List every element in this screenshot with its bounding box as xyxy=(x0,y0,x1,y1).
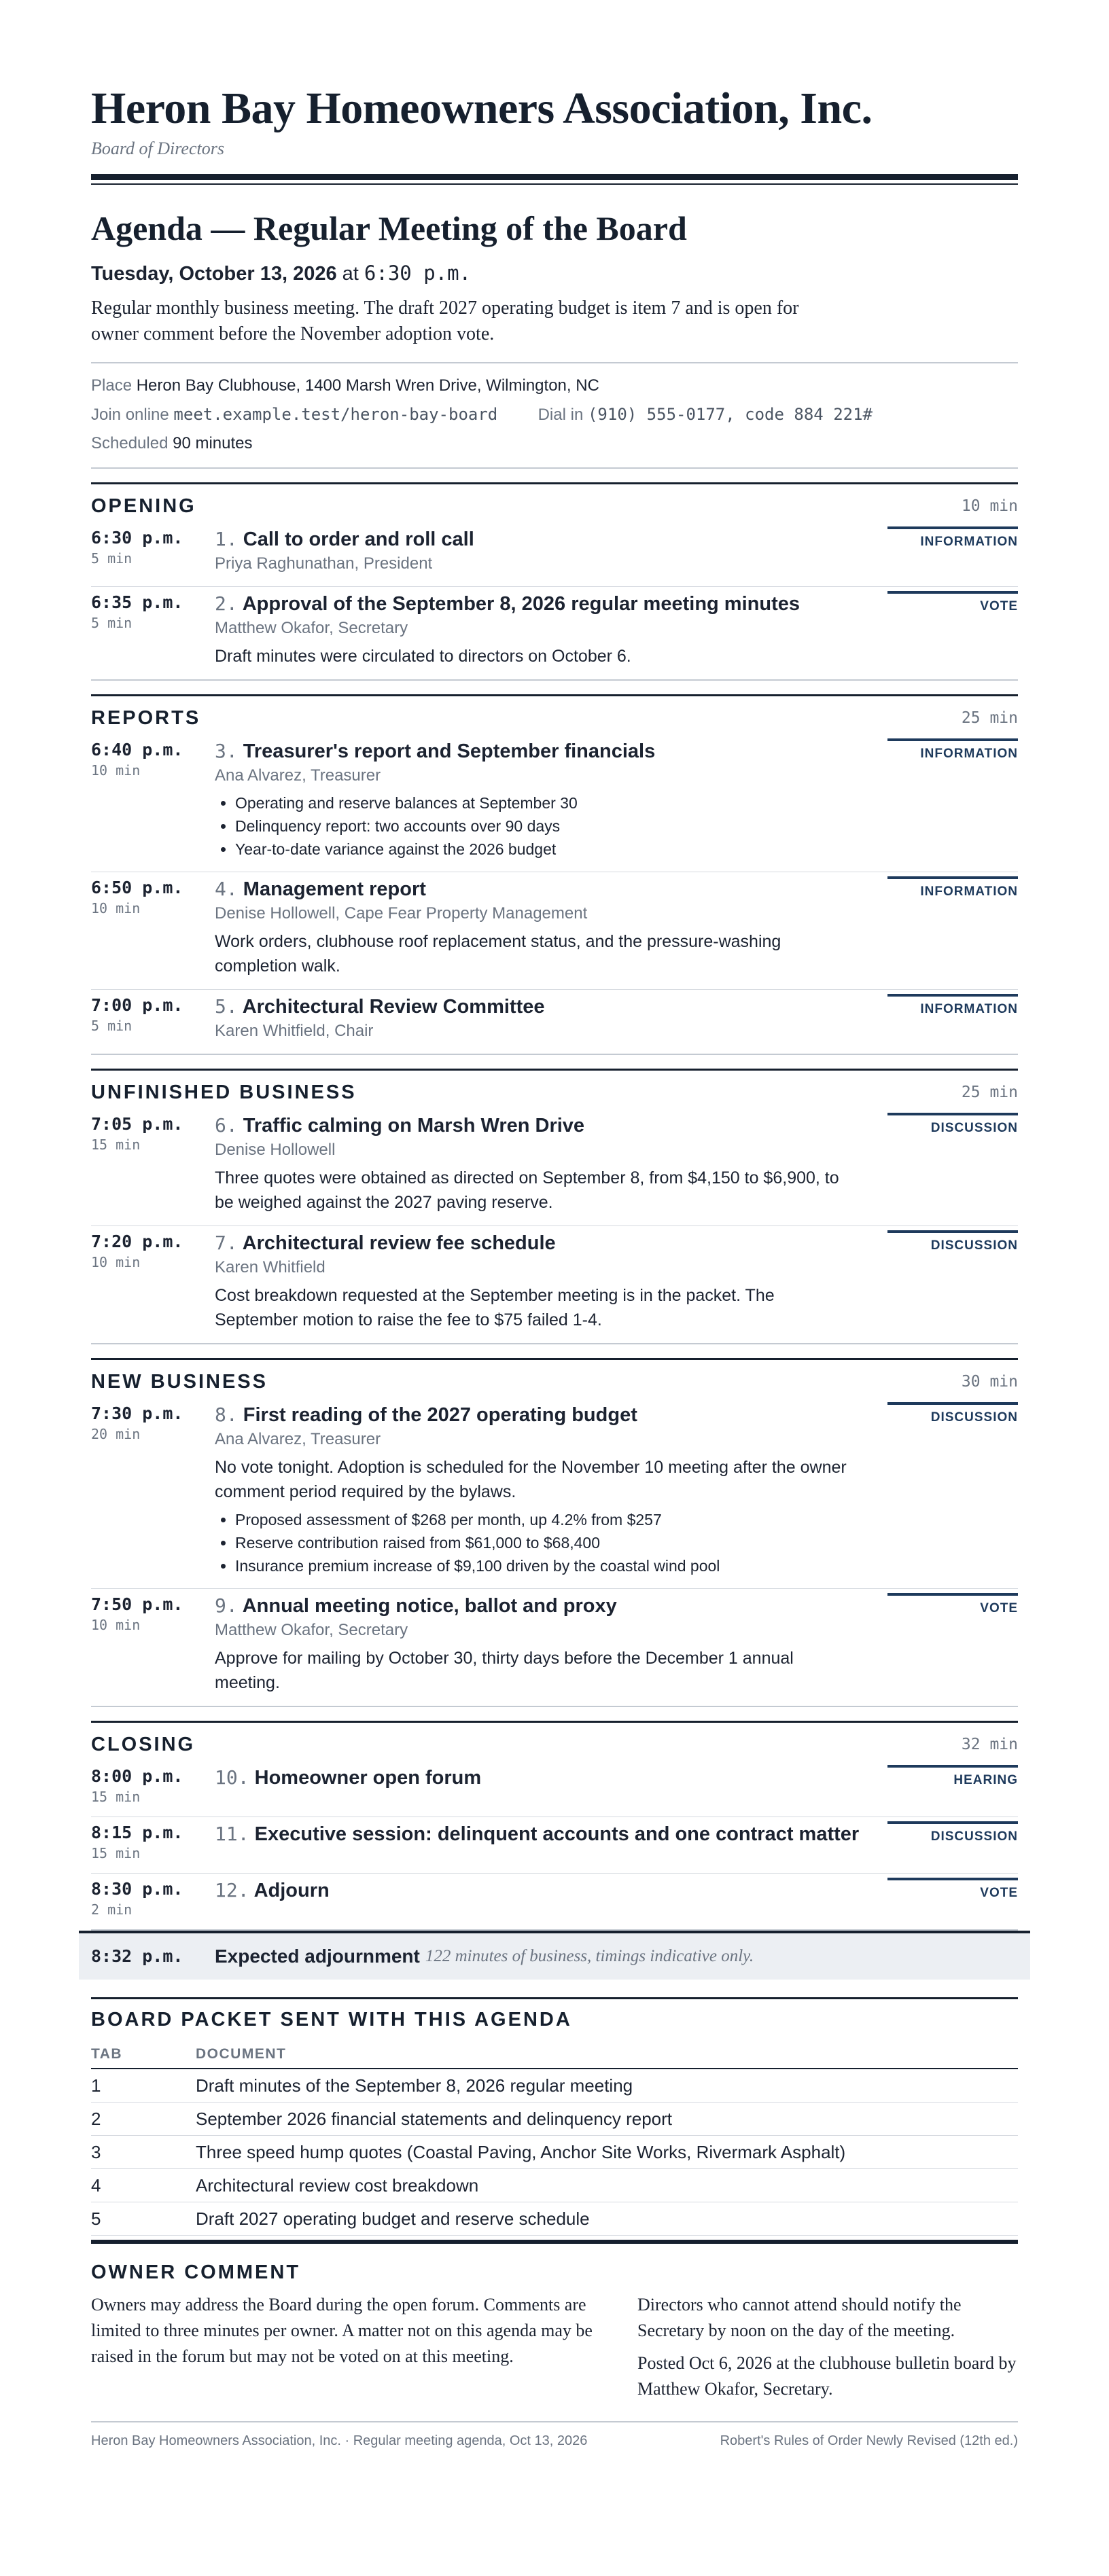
item-number: 9. xyxy=(215,1594,238,1617)
org-title: Heron Bay Homeowners Association, Inc. xyxy=(91,84,873,133)
item-body xyxy=(215,994,887,1043)
adjournment-label: Expected adjournment xyxy=(215,1946,420,1967)
meeting-time: 6:30 p.m. xyxy=(364,262,472,285)
item-title-text: First reading of the 2027 operating budget xyxy=(243,1404,637,1426)
item-title-text: Executive session: delinquent accounts and one contract matter xyxy=(254,1823,860,1845)
meeting-date: Tuesday, October 13, 2026 xyxy=(91,263,337,285)
item-body xyxy=(215,1113,887,1215)
item-time: 6:40 p.m. xyxy=(91,740,183,759)
agenda-item xyxy=(91,1761,1018,1817)
action-tag: DISCUSSION xyxy=(887,1402,1018,1425)
item-tag-column xyxy=(887,1230,1018,1332)
item-number: 7. xyxy=(215,1232,238,1254)
item-bullet: • Delinquency report: two accounts over 90 days xyxy=(235,815,860,838)
agenda-item xyxy=(91,1589,1018,1707)
action-tag: INFORMATION xyxy=(887,738,1018,762)
item-title-text: Annual meeting notice, ballot and proxy xyxy=(242,1595,617,1617)
agenda-sections xyxy=(91,482,1018,1931)
packet-tab: 1 xyxy=(91,2069,196,2103)
dial-label: Dial in xyxy=(538,406,584,424)
item-time-column xyxy=(91,738,215,861)
packet-col-tab: TAB xyxy=(91,2041,196,2069)
agenda-item xyxy=(91,872,1018,990)
join-row xyxy=(91,400,1018,429)
section-title: NEW BUSINESS xyxy=(91,1370,268,1393)
item-time-column xyxy=(91,1878,215,1918)
item-tag-column xyxy=(887,1113,1018,1215)
owner-comment-left: Owners may address the Board during the open forum. Comments are limited to three minutes per owner. A matter not on this agenda may be raised in the forum but may not be voted on at this meeting. xyxy=(91,2295,593,2366)
section-duration: 25 min xyxy=(961,1084,1018,1101)
item-bullet: • Year-to-date variance against the 2026 budget xyxy=(235,838,860,861)
item-description: Three quotes were obtained as directed on September 8, from $4,150 to $6,900, to be weighed against the 2027 paving reserve. xyxy=(215,1168,839,1212)
section-header xyxy=(91,696,1018,734)
item-tag-column xyxy=(887,1402,1018,1577)
header-rule-thin xyxy=(91,183,1018,185)
item-number: 11. xyxy=(215,1823,249,1845)
agenda-item xyxy=(91,1817,1018,1874)
adjournment-time: 8:32 p.m. xyxy=(91,1946,183,1966)
packet-end-rule xyxy=(91,2240,1018,2244)
adjournment-bar xyxy=(79,1931,1030,1980)
owner-comment-notify: Directors who cannot attend should notify the Secretary by noon on the day of the meeting. xyxy=(637,2295,962,2340)
item-bullet-list xyxy=(235,1508,860,1577)
section-title: UNFINISHED BUSINESS xyxy=(91,1081,357,1103)
action-tag: INFORMATION xyxy=(887,876,1018,899)
action-tag: DISCUSSION xyxy=(887,1821,1018,1844)
item-title xyxy=(215,1230,860,1256)
item-time-column xyxy=(91,591,215,668)
item-time: 8:15 p.m. xyxy=(91,1823,183,1842)
item-description: Draft minutes were circulated to directors on October 6. xyxy=(215,647,631,666)
item-duration: 15 min xyxy=(91,1137,141,1153)
item-description: Approve for mailing by October 30, thirty days before the December 1 annual meeting. xyxy=(215,1649,794,1692)
packet-table xyxy=(91,2041,1018,2236)
packet-document: September 2026 financial statements and delinquency report xyxy=(196,2103,1018,2136)
item-tag-column xyxy=(887,1765,1018,1806)
owner-comment-right xyxy=(637,2292,1018,2402)
dial-value: (910) 555-0177, code 884 221# xyxy=(587,405,873,424)
item-time-column xyxy=(91,1593,215,1695)
agenda-section xyxy=(91,482,1018,681)
item-title xyxy=(215,1878,860,1903)
item-time-column xyxy=(91,1821,215,1862)
item-duration: 20 min xyxy=(91,1426,141,1442)
item-bullet: • Proposed assessment of $268 per month, up 4.2% from $257 xyxy=(235,1508,860,1531)
item-presenter: Karen Whitfield, Chair xyxy=(215,1022,374,1040)
item-time: 7:50 p.m. xyxy=(91,1594,183,1614)
agenda-section xyxy=(91,1069,1018,1344)
logistics-block xyxy=(91,362,1018,469)
item-title xyxy=(215,1821,860,1847)
item-title xyxy=(215,1765,860,1791)
action-tag: HEARING xyxy=(887,1765,1018,1788)
item-presenter: Ana Alvarez, Treasurer xyxy=(215,1430,381,1448)
section-duration: 10 min xyxy=(961,497,1018,515)
action-tag: VOTE xyxy=(887,1878,1018,1901)
agenda-item xyxy=(91,522,1018,587)
item-presenter: Ana Alvarez, Treasurer xyxy=(215,766,381,785)
item-tag-column xyxy=(887,738,1018,861)
agenda-item xyxy=(91,1226,1018,1344)
item-title-text: Architectural review fee schedule xyxy=(242,1232,556,1254)
item-presenter: Matthew Okafor, Secretary xyxy=(215,1621,408,1639)
item-time-column xyxy=(91,1402,215,1577)
packet-document: Architectural review cost breakdown xyxy=(196,2169,1018,2202)
item-number: 10. xyxy=(215,1766,249,1789)
packet-row xyxy=(91,2069,1018,2103)
item-time: 6:50 p.m. xyxy=(91,878,183,897)
section-duration: 30 min xyxy=(961,1373,1018,1391)
agenda-item xyxy=(91,1398,1018,1589)
place-label: Place xyxy=(91,376,133,395)
section-header xyxy=(91,484,1018,522)
agenda-item xyxy=(91,1109,1018,1226)
item-body xyxy=(215,591,887,668)
item-number: 8. xyxy=(215,1403,238,1426)
item-duration: 10 min xyxy=(91,1254,141,1270)
scheduled-label: Scheduled xyxy=(91,434,169,452)
action-tag: DISCUSSION xyxy=(887,1230,1018,1253)
item-time-column xyxy=(91,1113,215,1215)
item-time: 6:30 p.m. xyxy=(91,528,183,548)
item-presenter: Matthew Okafor, Secretary xyxy=(215,619,408,637)
item-presenter: Karen Whitfield xyxy=(215,1258,325,1276)
agenda-section xyxy=(91,1721,1018,1931)
agenda-item xyxy=(91,990,1018,1055)
item-title-text: Approval of the September 8, 2026 regular meeting minutes xyxy=(242,593,800,615)
item-time: 7:30 p.m. xyxy=(91,1403,183,1423)
item-description: Work orders, clubhouse roof replacement status, and the pressure-washing completion walk. xyxy=(215,932,781,976)
agenda-section xyxy=(91,1358,1018,1707)
item-bullet-list xyxy=(235,791,860,861)
place-value: Heron Bay Clubhouse, 1400 Marsh Wren Drive, Wilmington, NC xyxy=(136,376,599,395)
meeting-intro: Regular monthly business meeting. The draft 2027 operating budget is item 7 and is open for owner comment before the November adoption vote. xyxy=(91,298,799,344)
header-rule xyxy=(91,174,1018,180)
item-body xyxy=(215,1765,887,1806)
section-header xyxy=(91,1723,1018,1761)
packet-row xyxy=(91,2136,1018,2169)
item-presenter: Denise Hollowell xyxy=(215,1141,336,1159)
item-time-column xyxy=(91,994,215,1043)
item-title-text: Adjourn xyxy=(253,1880,330,1901)
item-title xyxy=(215,1402,860,1428)
agenda-item xyxy=(91,1874,1018,1931)
item-bullet: • Insurance premium increase of $9,100 driven by the coastal wind pool xyxy=(235,1554,860,1577)
packet-tab: 4 xyxy=(91,2169,196,2202)
meeting-at: at xyxy=(342,263,359,285)
item-number: 6. xyxy=(215,1114,238,1137)
item-presenter: Priya Raghunathan, President xyxy=(215,554,433,573)
packet-col-document: DOCUMENT xyxy=(196,2041,1018,2069)
packet-row xyxy=(91,2202,1018,2236)
section-duration: 25 min xyxy=(961,709,1018,727)
item-duration: 10 min xyxy=(91,762,141,779)
item-body xyxy=(215,1821,887,1862)
agenda-item xyxy=(91,734,1018,872)
item-number: 3. xyxy=(215,740,238,762)
item-time-column xyxy=(91,526,215,575)
join-label: Join online xyxy=(91,406,169,424)
packet-document: Three speed hump quotes (Coastal Paving, Anchor Site Works, Rivermark Asphalt) xyxy=(196,2136,1018,2169)
packet-header-row xyxy=(91,2041,1018,2069)
item-duration: 2 min xyxy=(91,1901,133,1918)
item-title-text: Management report xyxy=(243,878,426,900)
item-title xyxy=(215,876,860,902)
adjournment-note: 122 minutes of business, timings indicative only. xyxy=(425,1947,754,1965)
section-title: REPORTS xyxy=(91,706,201,729)
meeting-date-line xyxy=(91,260,1018,287)
packet-tab: 3 xyxy=(91,2136,196,2169)
org-subtitle: Board of Directors xyxy=(91,139,224,158)
item-number: 4. xyxy=(215,878,238,900)
item-title xyxy=(215,526,860,552)
owner-comment-title: OWNER COMMENT xyxy=(91,2261,301,2283)
packet-tab: 2 xyxy=(91,2103,196,2136)
action-tag: INFORMATION xyxy=(887,526,1018,550)
section-header xyxy=(91,1360,1018,1398)
item-tag-column xyxy=(887,994,1018,1043)
item-time: 6:35 p.m. xyxy=(91,592,183,612)
item-title xyxy=(215,591,860,617)
action-tag: INFORMATION xyxy=(887,994,1018,1017)
item-time: 7:00 p.m. xyxy=(91,995,183,1015)
item-duration: 10 min xyxy=(91,1617,141,1633)
item-duration: 5 min xyxy=(91,1018,133,1034)
item-title xyxy=(215,1593,860,1619)
join-link[interactable]: meet.example.test/heron-bay-board xyxy=(173,405,498,424)
item-duration: 15 min xyxy=(91,1789,141,1805)
item-time-column xyxy=(91,1765,215,1806)
agenda-title: Agenda — Regular Meeting of the Board xyxy=(91,209,687,247)
section-title: CLOSING xyxy=(91,1733,196,1755)
item-number: 5. xyxy=(215,995,238,1018)
item-description: No vote tonight. Adoption is scheduled for the November 10 meeting after the owner comment period required by the bylaws. xyxy=(215,1458,847,1501)
packet-title: BOARD PACKET SENT WITH THIS AGENDA xyxy=(91,2009,572,2031)
scheduled-row xyxy=(91,429,1018,458)
packet-tab: 5 xyxy=(91,2202,196,2236)
item-duration: 5 min xyxy=(91,615,133,631)
item-tag-column xyxy=(887,1821,1018,1862)
owner-comment-posted: Posted Oct 6, 2026 at the clubhouse bulletin board by Matthew Okafor, Secretary. xyxy=(637,2353,1017,2399)
item-body xyxy=(215,876,887,978)
item-title xyxy=(215,1113,860,1139)
item-duration: 5 min xyxy=(91,550,133,567)
item-body xyxy=(215,738,887,861)
item-presenter: Denise Hollowell, Cape Fear Property Management xyxy=(215,904,588,923)
section-duration: 32 min xyxy=(961,1736,1018,1753)
item-title-text: Call to order and roll call xyxy=(243,529,474,550)
item-title xyxy=(215,738,860,764)
section-header xyxy=(91,1071,1018,1109)
packet-document: Draft 2027 operating budget and reserve schedule xyxy=(196,2202,1018,2236)
packet-row xyxy=(91,2169,1018,2202)
item-title-text: Traffic calming on Marsh Wren Drive xyxy=(243,1115,585,1137)
scheduled-value: 90 minutes xyxy=(173,434,253,452)
agenda-item xyxy=(91,587,1018,681)
item-time: 7:05 p.m. xyxy=(91,1114,183,1134)
item-title xyxy=(215,994,860,1020)
agenda-section xyxy=(91,694,1018,1055)
packet-row xyxy=(91,2103,1018,2136)
item-description: Cost breakdown requested at the September meeting is in the packet. The September motion to raise the fee to $75 failed 1-4. xyxy=(215,1286,775,1329)
owner-comment xyxy=(91,2261,1018,2402)
item-tag-column xyxy=(887,1878,1018,1918)
item-title-text: Architectural Review Committee xyxy=(242,996,545,1018)
item-number: 1. xyxy=(215,528,238,550)
item-time-column xyxy=(91,876,215,978)
item-tag-column xyxy=(887,1593,1018,1695)
place-row xyxy=(91,372,1018,400)
action-tag: VOTE xyxy=(887,1593,1018,1616)
footer-right: Robert's Rules of Order Newly Revised (12th ed.) xyxy=(720,2433,1018,2448)
item-body xyxy=(215,1593,887,1695)
item-bullet: • Operating and reserve balances at September 30 xyxy=(235,791,860,815)
item-duration: 15 min xyxy=(91,1845,141,1861)
item-body xyxy=(215,526,887,575)
item-title-text: Homeowner open forum xyxy=(254,1767,482,1789)
item-duration: 10 min xyxy=(91,900,141,916)
page-footer xyxy=(91,2421,1018,2449)
footer-left: Heron Bay Homeowners Association, Inc. · Regular meeting agenda, Oct 13, 2026 xyxy=(91,2433,588,2448)
item-body xyxy=(215,1402,887,1577)
item-number: 2. xyxy=(215,592,238,615)
item-number: 12. xyxy=(215,1879,249,1901)
action-tag: VOTE xyxy=(887,591,1018,614)
item-body xyxy=(215,1230,887,1332)
item-time: 8:00 p.m. xyxy=(91,1766,183,1786)
board-packet xyxy=(91,1997,1018,2244)
action-tag: DISCUSSION xyxy=(887,1113,1018,1136)
item-tag-column xyxy=(887,526,1018,575)
item-time-column xyxy=(91,1230,215,1332)
item-title-text: Treasurer's report and September financials xyxy=(243,740,656,762)
item-time: 8:30 p.m. xyxy=(91,1879,183,1899)
item-time: 7:20 p.m. xyxy=(91,1232,183,1251)
section-title: OPENING xyxy=(91,495,196,517)
item-bullet: • Reserve contribution raised from $61,000 to $68,400 xyxy=(235,1531,860,1554)
item-body xyxy=(215,1878,887,1918)
item-tag-column xyxy=(887,876,1018,978)
packet-document: Draft minutes of the September 8, 2026 regular meeting xyxy=(196,2069,1018,2103)
item-tag-column xyxy=(887,591,1018,668)
